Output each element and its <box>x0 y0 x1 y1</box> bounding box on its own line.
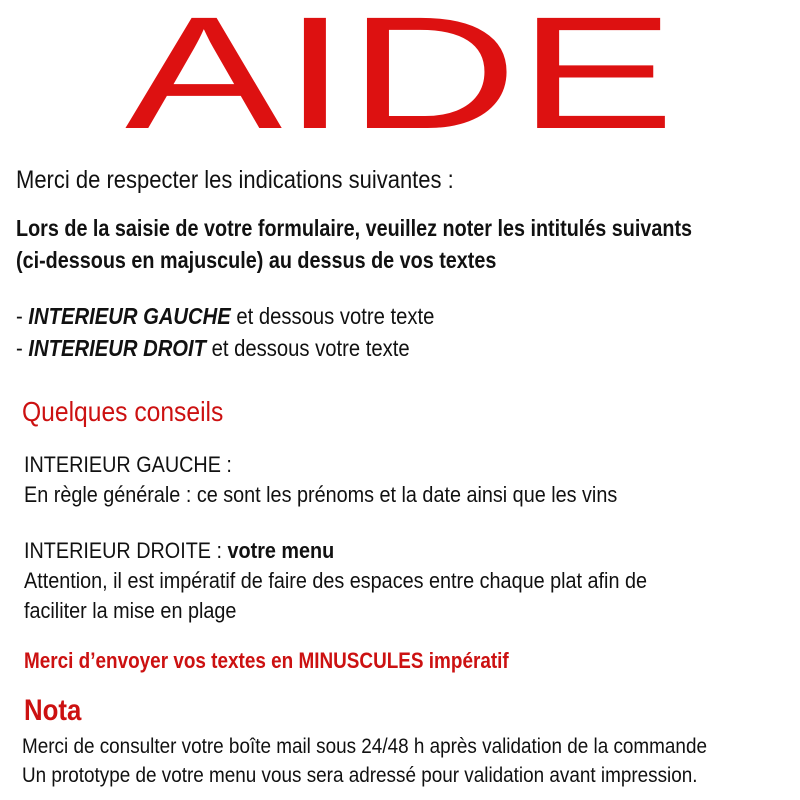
conseils-heading: Quelques conseils <box>22 396 224 427</box>
section-droite-text-line-1: Attention, il est impératif de faire des espaces entre chaque plat afin de <box>24 568 647 593</box>
bullet-suffix: et dessous votre texte <box>206 335 410 361</box>
section-gauche-heading: INTERIEUR GAUCHE : <box>24 452 232 477</box>
nota-line-2: Un prototype de votre menu vous sera adressé pour validation avant impression. <box>22 764 698 787</box>
bullet-keyword: INTERIEUR DROIT <box>28 335 207 361</box>
bullet-suffix: et dessous votre texte <box>230 303 435 329</box>
page-title <box>0 0 800 140</box>
section-gauche-text: En règle générale : ce sont les prénoms et la date ainsi que les vins <box>24 482 618 507</box>
section-droite-heading-strong: votre menu <box>227 538 335 563</box>
instruction-line-2: (ci-dessous en majuscule) au dessus de vos textes <box>16 247 497 273</box>
instruction-paragraph <box>16 212 692 276</box>
section-interieur-gauche <box>24 450 617 510</box>
bullet-prefix: - <box>16 303 29 329</box>
title-text: AIDE <box>125 0 675 140</box>
bullet-prefix: - <box>16 335 29 361</box>
nota-text <box>22 732 707 790</box>
section-droite-text-line-2: faciliter la mise en plage <box>24 598 237 623</box>
bullet-list <box>16 300 434 364</box>
bullet-keyword: INTERIEUR GAUCHE <box>28 303 231 329</box>
nota-line-1: Merci de consulter votre boîte mail sous 24/48 h après validation de la commande <box>22 735 707 758</box>
section-interieur-droite <box>24 536 647 626</box>
section-droite-heading-line <box>24 536 647 566</box>
nota-heading: Nota <box>24 694 82 727</box>
minuscules-warning: Merci d’envoyer vos textes en MINUSCULES impératif <box>24 648 509 673</box>
bullet-item <box>16 300 434 332</box>
bullet-item <box>16 332 434 364</box>
instruction-line-1: Lors de la saisie de votre formulaire, veuillez noter les intitulés suivants <box>16 215 693 241</box>
intro-text: Merci de respecter les indications suivantes : <box>16 166 454 194</box>
section-droite-heading: INTERIEUR DROITE : <box>24 538 228 563</box>
